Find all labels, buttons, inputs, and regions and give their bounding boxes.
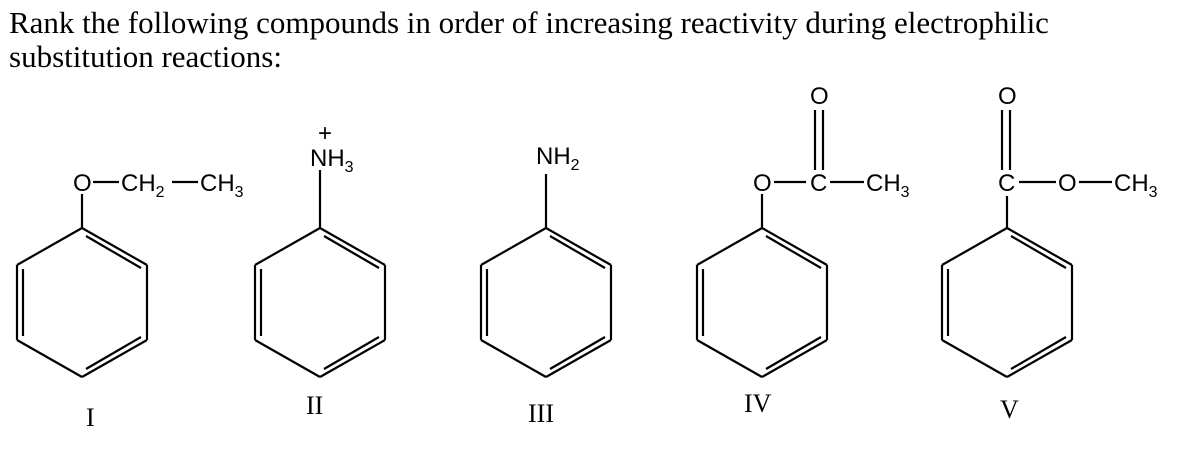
compound-IV: [697, 83, 910, 418]
oxygen-atom: O: [73, 170, 92, 197]
compound-label: V: [1000, 395, 1019, 424]
carbonyl-carbon-atom: C: [998, 170, 1016, 197]
nh2-group: $NH_2$: [536, 143, 580, 174]
positive-charge: +: [318, 120, 333, 147]
ch3-group: $CH_3$: [1114, 170, 1158, 201]
compound-label: I: [86, 403, 95, 432]
question-text: Rank the following compounds in order of increasing reactivity during electrophilic substitution reactions:: [9, 5, 1049, 74]
benzene-ring: [255, 228, 385, 377]
ch3-group: $CH_3$: [200, 170, 244, 201]
carbonyl-oxygen-atom: O: [810, 83, 829, 110]
compound-label: IV: [744, 389, 772, 418]
ch3-group: $CH_3$: [866, 170, 910, 201]
benzene-ring: [942, 228, 1072, 377]
benzene-ring: [697, 228, 827, 377]
carbonyl-oxygen-atom: O: [998, 83, 1017, 110]
compound-label: III: [528, 399, 554, 428]
compound-III: [481, 143, 611, 428]
compound-I: [17, 170, 244, 432]
compound-II: [255, 120, 385, 420]
benzene-ring: [481, 228, 611, 377]
ester-oxygen-atom: O: [753, 170, 772, 197]
ch2-group: $CH_2$: [121, 170, 165, 201]
nh3-group: $NH_3$: [310, 145, 354, 176]
compound-V: [942, 83, 1158, 424]
carbonyl-carbon-atom: C: [810, 170, 828, 197]
compound-label: II: [306, 391, 324, 420]
benzene-ring: [17, 228, 147, 377]
ester-oxygen-atom: O: [1058, 170, 1077, 197]
